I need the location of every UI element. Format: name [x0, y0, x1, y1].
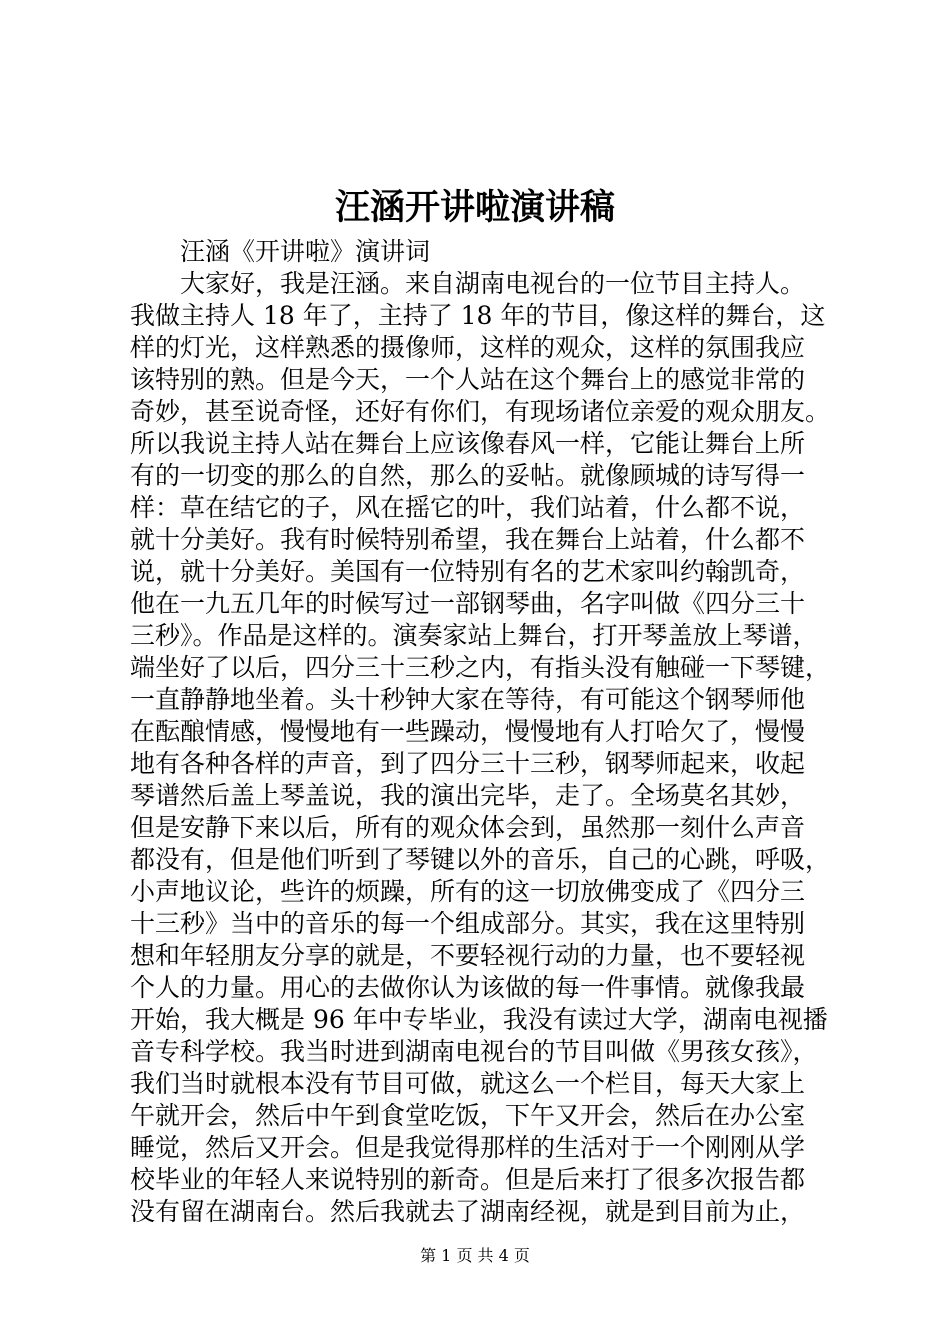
paragraph-line: 小声地议论，些许的烦躁，所有的这一切放佛变成了《四分三 [130, 877, 806, 906]
paragraph-line: 睡觉，然后又开会。但是我觉得那样的生活对于一个刚刚从学 [130, 1133, 806, 1162]
paragraph-line: 端坐好了以后，四分三十三秒之内，有指头没有触碰一下琴键， [130, 653, 831, 682]
paragraph-line: 想和年轻朋友分享的就是，不要轻视行动的力量，也不要轻视 [130, 941, 806, 970]
paragraph-line: 十三秒》当中的音乐的每一个组成部分。其实，我在这里特别 [130, 909, 806, 938]
paragraph-line: 说，就十分美好。美国有一位特别有名的艺术家叫约翰凯奇， [130, 557, 806, 586]
paragraph-line: 都没有，但是他们听到了琴键以外的音乐，自己的心跳，呼吸， [130, 845, 831, 874]
paragraph-line: 该特别的熟。但是今天，一个人站在这个舞台上的感觉非常的 [130, 365, 806, 394]
paragraph-line: 就十分美好。我有时候特别希望，我在舞台上站着，什么都不 [130, 525, 806, 554]
paragraph-line: 校毕业的年轻人来说特别的新奇。但是后来打了很多次报告都 [130, 1165, 806, 1194]
paragraph-line: 地有各种各样的声音，到了四分三十三秒，钢琴师起来，收起 [130, 749, 806, 778]
paragraph-line: 我们当时就根本没有节目可做，就这么一个栏目，每天大家上 [130, 1069, 806, 1098]
paragraph-line: 有的一切变的那么的自然，那么的妥帖。就像顾城的诗写得一 [130, 461, 806, 490]
paragraph-line: 一直静静地坐着。头十秒钟大家在等待，有可能这个钢琴师他 [130, 685, 806, 714]
paragraph-line: 音专科学校。我当时进到湖南电视台的节目叫做《男孩女孩》， [130, 1037, 818, 1066]
paragraph-line: 大家好，我是汪涵。来自湖南电视台的一位节目主持人。 [180, 269, 806, 298]
paragraph-line: 但是安静下来以后，所有的观众体会到，虽然那一刻什么声音 [130, 813, 806, 842]
document-body [130, 236, 852, 1228]
paragraph-line: 个人的力量。用心的去做你认为该做的每一件事情。就像我最 [130, 973, 806, 1002]
paragraph-line: 样的灯光，这样熟悉的摄像师，这样的观众，这样的氛围我应 [130, 333, 806, 362]
paragraph-line: 样：草在结它的子，风在摇它的叶，我们站着，什么都不说， [130, 493, 806, 522]
paragraph-line: 三秒》。作品是这样的。演奏家站上舞台，打开琴盖放上琴谱， [130, 621, 818, 650]
paragraph-line: 我做主持人 18 年了，主持了 18 年的节目，像这样的舞台，这 [130, 301, 826, 330]
paragraph-line: 琴谱然后盖上琴盖说，我的演出完毕，走了。全场莫名其妙， [130, 781, 806, 810]
page-number-footer: 第 1 页 共 4 页 [420, 1246, 530, 1265]
paragraph-line: 没有留在湖南台。然后我就去了湖南经视，就是到目前为止， [130, 1197, 806, 1226]
document-subtitle: 汪涵《开讲啦》演讲词 [180, 237, 431, 266]
paragraph-line: 他在一九五几年的时候写过一部钢琴曲，名字叫做《四分三十 [130, 589, 806, 618]
paragraph-line: 在酝酿情感，慢慢地有一些躁动，慢慢地有人打哈欠了，慢慢 [130, 717, 806, 746]
paragraph-line: 午就开会，然后中午到食堂吃饭，下午又开会，然后在办公室 [130, 1101, 806, 1130]
paragraph-line: 所以我说主持人站在舞台上应该像春风一样，它能让舞台上所 [130, 429, 806, 458]
paragraph-line: 奇妙，甚至说奇怪，还好有你们，有现场诸位亲爱的观众朋友。 [130, 397, 831, 426]
paragraph-line: 开始，我大概是 96 年中专毕业，我没有读过大学，湖南电视播 [130, 1005, 828, 1034]
document-title: 汪涵开讲啦演讲稿 [334, 187, 615, 228]
